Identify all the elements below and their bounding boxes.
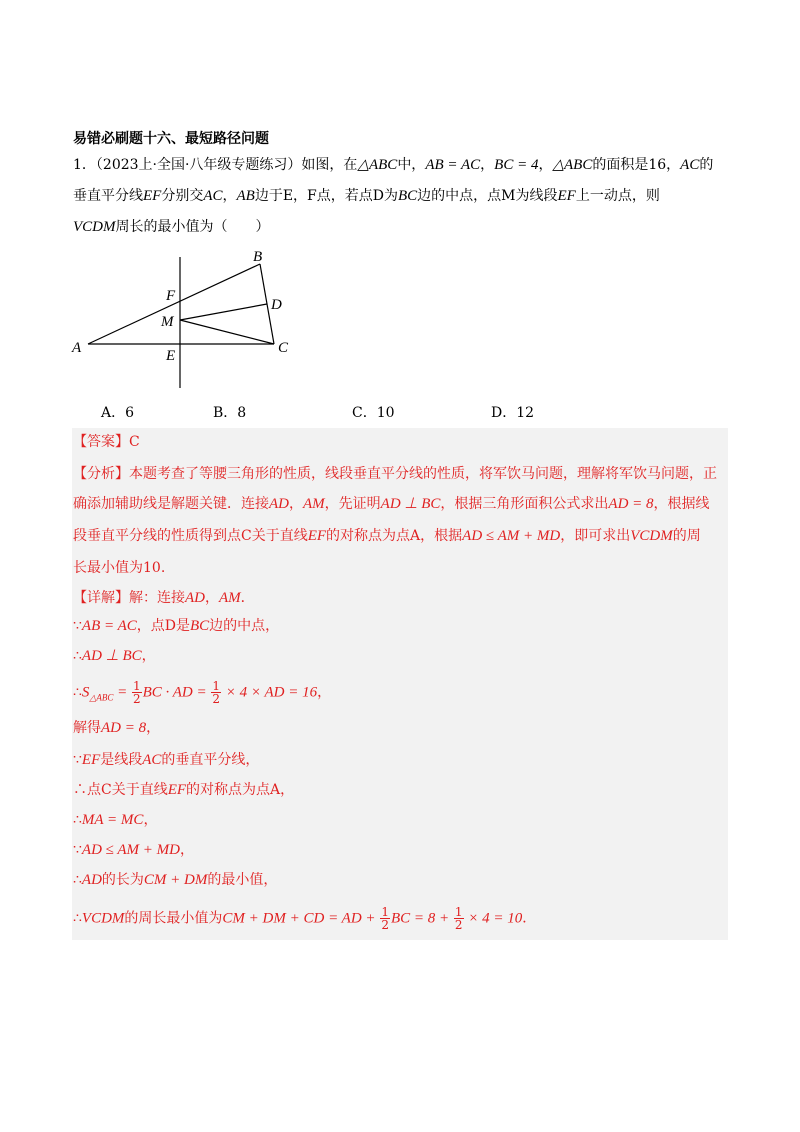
line-mc bbox=[180, 320, 274, 344]
answer-line: 【答案】C bbox=[73, 434, 140, 450]
option-c[interactable]: C．10 bbox=[352, 405, 395, 421]
detail-line-6: ∵EF是线段AC的垂直平分线， bbox=[73, 752, 260, 768]
detail-line-10: ∴AD的长为CM + DM的最小值， bbox=[73, 872, 278, 888]
detail-line-9: ∵AD ≤ AM + MD， bbox=[73, 842, 194, 858]
question-line-1: 1．（2023上·全国·八年级专题练习）如图，在△ABC中，AB = AC，BC = 4，△ABC的面积是16，AC的 bbox=[73, 157, 714, 173]
option-a[interactable]: A．6 bbox=[101, 405, 135, 421]
question-line-2: 垂直平分线EF分别交AC，AB边于E，F点，若点D为BC边的中点，点M为线段EF上一动点，则 bbox=[73, 188, 660, 204]
question-line-3: VCDM周长的最小值为（ ） bbox=[73, 219, 270, 235]
answer-value: C bbox=[129, 434, 140, 450]
detail-line-11: ∴VCDM的周长最小值为CM + DM + CD = AD + $\frac{1}{2}$ BC = 8 + $\frac{1}{2}$ × 4 = 10． bbox=[73, 905, 537, 932]
line-md bbox=[180, 304, 267, 320]
section-title: 易错必刷题十六、最短路径问题 bbox=[73, 131, 269, 147]
analysis-line-1: 【分析】本题考查了等腰三角形的性质，线段垂直平分线的性质，将军饮马问题，理解将军饮马问题，正 bbox=[73, 466, 717, 482]
label-f: F bbox=[166, 288, 176, 304]
detail-line-7: ∴点C关于直线EF的对称点为点A， bbox=[73, 782, 295, 798]
geometry-figure bbox=[60, 242, 300, 392]
fraction-half: $\frac{1}{2}$ bbox=[132, 679, 141, 706]
analysis-line-2: 确添加辅助线是解题关键．连接AD，AM，先证明AD ⊥ BC，根据三角形面积公式求出AD = 8，根据线 bbox=[73, 496, 710, 512]
fraction-half: $\frac{1}{2}$ bbox=[381, 905, 389, 932]
analysis-line-4: 长最小值为10. bbox=[73, 560, 166, 576]
detail-line-4: $\therefore S_{\triangle ABC}$ = $\frac{1}{2}$ BC · AD = $\frac{1}{2}$ × 4 × AD = 16， bbox=[73, 679, 332, 706]
label-d: D bbox=[271, 297, 282, 313]
label-m: M bbox=[161, 314, 174, 330]
detail-line-3: ∴AD ⊥ BC， bbox=[73, 648, 156, 664]
label-e: E bbox=[166, 348, 176, 364]
detail-line-2: ∵AB = AC，点D是BC边的中点， bbox=[73, 618, 280, 634]
label-a: A bbox=[72, 340, 82, 356]
detail-line-1: 【详解】解：连接AD，AM． bbox=[73, 590, 255, 606]
line-ab bbox=[88, 264, 260, 344]
option-b[interactable]: B．8 bbox=[213, 405, 247, 421]
label-b: B bbox=[253, 249, 263, 265]
detail-line-5: 解得AD = 8， bbox=[73, 720, 161, 736]
label-c: C bbox=[278, 340, 289, 356]
detail-line-8: ∴MA = MC， bbox=[73, 812, 158, 828]
fraction-half: $\frac{1}{2}$ bbox=[212, 679, 221, 706]
analysis-line-3: 段垂直平分线的性质得到点C关于直线EF的对称点为点A，根据AD ≤ AM + MD，即可求出VCDM的周 bbox=[73, 528, 701, 544]
fraction-half: $\frac{1}{2}$ bbox=[454, 905, 463, 932]
option-d[interactable]: D．12 bbox=[491, 405, 535, 421]
